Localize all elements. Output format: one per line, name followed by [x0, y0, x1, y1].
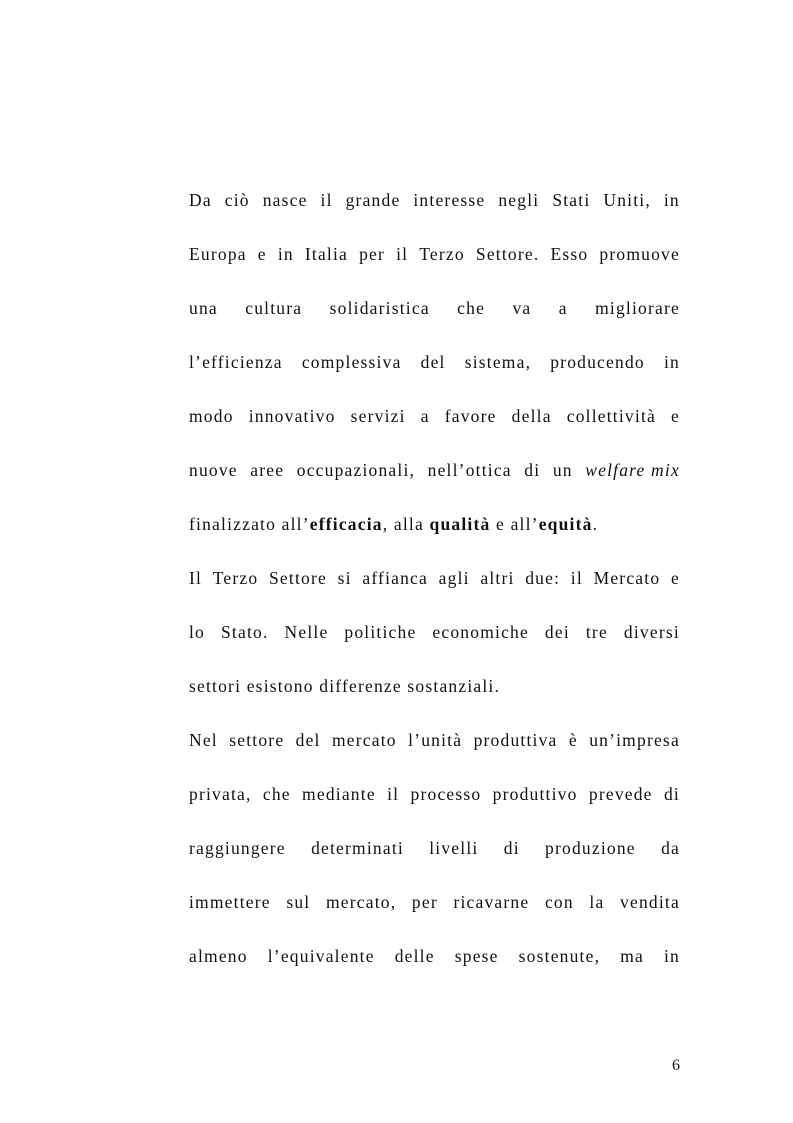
text-line — [189, 455, 680, 509]
word: produttiva — [473, 730, 558, 750]
word: dei — [544, 622, 570, 642]
word: Esso — [550, 244, 589, 264]
word: va — [512, 298, 532, 318]
word: solidaristica — [329, 298, 430, 318]
word: da — [661, 838, 680, 858]
word: è — [568, 730, 578, 750]
word: sul — [286, 892, 311, 912]
word: un’impresa — [589, 730, 680, 750]
text-line — [189, 887, 680, 941]
text-line — [189, 347, 680, 401]
word: della — [511, 406, 552, 426]
text-line — [189, 833, 680, 887]
word: vendita — [620, 892, 680, 912]
word: mercato — [331, 730, 397, 750]
word: produzione — [545, 838, 636, 858]
word: economiche — [432, 622, 529, 642]
word: Da — [189, 190, 212, 210]
word: livelli — [429, 838, 479, 858]
word: producendo — [550, 352, 645, 372]
word: a — [420, 406, 430, 426]
word: affianca — [362, 568, 428, 588]
word: Settore — [269, 568, 327, 588]
word: in — [277, 244, 294, 264]
word: ciò — [224, 190, 250, 210]
word: Uniti, — [603, 190, 651, 210]
word: in — [663, 352, 680, 372]
emphasized-term: qualità — [429, 514, 491, 534]
word: cultura — [245, 298, 303, 318]
emphasized-term: efficacia — [309, 514, 383, 534]
word: processo — [410, 784, 482, 804]
text-line — [189, 617, 680, 671]
word: che — [262, 784, 291, 804]
page-number: 6 — [672, 1057, 680, 1074]
text-line — [189, 509, 680, 563]
word: nuove — [189, 460, 238, 480]
word: favore — [444, 406, 497, 426]
word: promuove — [599, 244, 680, 264]
word: Europa — [189, 244, 247, 264]
text-line — [189, 941, 680, 995]
word: il — [387, 784, 400, 804]
text-line — [189, 185, 680, 239]
word: Nel — [189, 730, 218, 750]
word: sostenute, — [518, 946, 601, 966]
word: in — [663, 946, 680, 966]
word: Italia — [304, 244, 349, 264]
word: Il — [189, 568, 203, 588]
text-line — [189, 779, 680, 833]
word: Terzo — [212, 568, 259, 588]
word: del — [420, 352, 446, 372]
word: negli — [498, 190, 540, 210]
word: una — [189, 298, 218, 318]
word: mediante — [302, 784, 376, 804]
word: l’efficienza — [189, 352, 283, 372]
word: di — [524, 460, 541, 480]
word: Nelle — [284, 622, 329, 642]
word: welfare mix — [585, 460, 680, 480]
word: Mercato — [593, 568, 661, 588]
word: di — [503, 838, 520, 858]
emphasized-term: equità — [538, 514, 593, 534]
word: nell’ottica — [427, 460, 512, 480]
word: lo — [189, 622, 206, 642]
word: determinati — [311, 838, 404, 858]
word: che — [457, 298, 486, 318]
word: per — [359, 244, 386, 264]
word: sistema, — [464, 352, 532, 372]
word: agli — [438, 568, 470, 588]
word: raggiungere — [189, 838, 286, 858]
word: del — [295, 730, 321, 750]
word: la — [589, 892, 605, 912]
word: immettere — [189, 892, 271, 912]
word: privata, — [189, 784, 252, 804]
word: politiche — [344, 622, 417, 642]
word: Terzo — [419, 244, 465, 264]
word: due: — [525, 568, 561, 588]
text-line — [189, 293, 680, 347]
word: Settore. — [475, 244, 540, 264]
word: Stati — [552, 190, 591, 210]
word: servizi — [350, 406, 406, 426]
word: almeno — [189, 946, 248, 966]
text-line: settori esistono differenze sostanziali. — [189, 676, 501, 696]
word: e — [670, 568, 680, 588]
text-line — [189, 239, 680, 293]
word: occupazionali, — [296, 460, 416, 480]
word: in — [663, 190, 680, 210]
word: di — [663, 784, 680, 804]
word: grande — [345, 190, 401, 210]
word: l’equivalente — [267, 946, 375, 966]
word: aree — [250, 460, 285, 480]
word: il — [396, 244, 409, 264]
word: complessiva — [301, 352, 402, 372]
word: il — [570, 568, 583, 588]
word: e — [671, 406, 680, 426]
word: migliorare — [595, 298, 680, 318]
word: prevede — [588, 784, 653, 804]
word: produttivo — [492, 784, 578, 804]
word: diversi — [623, 622, 680, 642]
text-segment: finalizzato all’ — [189, 514, 310, 534]
word: ricavarne — [453, 892, 530, 912]
word: un — [552, 460, 573, 480]
word: mercato, — [325, 892, 397, 912]
word: a — [558, 298, 568, 318]
word: con — [544, 892, 574, 912]
word: delle — [394, 946, 435, 966]
word: ma — [620, 946, 644, 966]
word: e — [257, 244, 267, 264]
word: l’unità — [408, 730, 463, 750]
word: interesse — [413, 190, 486, 210]
text-segment: , alla — [382, 514, 430, 534]
text-segment: e all’ — [490, 514, 539, 534]
word: il — [320, 190, 333, 210]
word: si — [337, 568, 352, 588]
word: nasce — [262, 190, 308, 210]
text-line — [189, 725, 680, 779]
word: innovativo — [248, 406, 336, 426]
word: modo — [189, 406, 234, 426]
text-segment: . — [592, 514, 599, 534]
text-line — [189, 563, 680, 617]
word: per — [411, 892, 438, 912]
word: tre — [585, 622, 608, 642]
word: collettività — [566, 406, 656, 426]
word: settore — [229, 730, 285, 750]
word: spese — [454, 946, 499, 966]
word: altri — [480, 568, 515, 588]
text-line — [189, 401, 680, 455]
word: Stato. — [220, 622, 269, 642]
body-text — [189, 185, 680, 995]
